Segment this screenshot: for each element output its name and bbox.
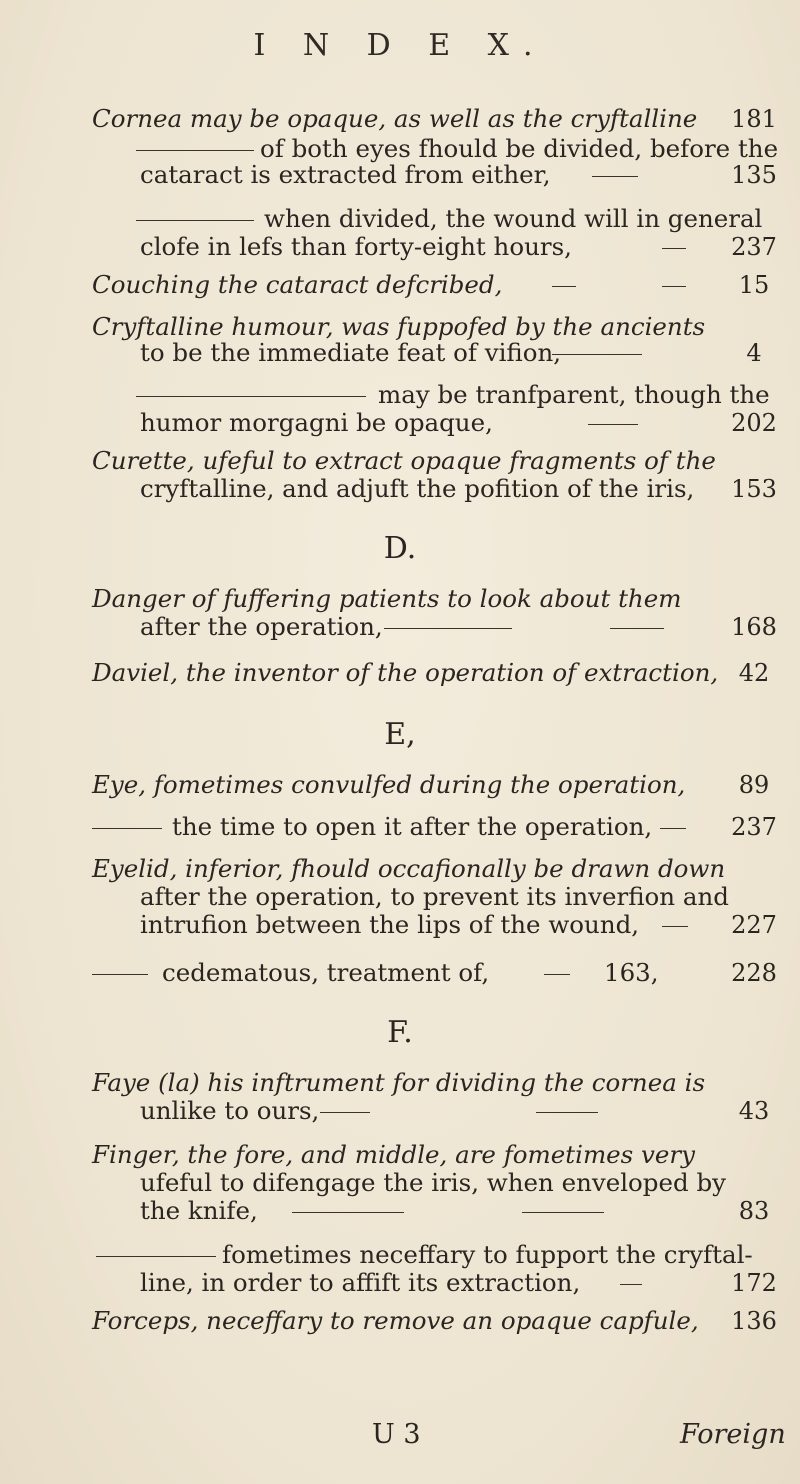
page-number: 83: [738, 1197, 770, 1225]
entry-line: cedematous, treatment of,: [92, 958, 489, 988]
page-number: 228: [731, 959, 777, 987]
entry-line: may be tranfparent, though the: [136, 380, 770, 410]
ditto-dash: [92, 828, 162, 829]
page-number: 89: [738, 771, 770, 799]
entry-line: humor morgagni be opaque,: [140, 408, 493, 437]
catchword: Foreign: [680, 1419, 786, 1450]
page-number: 43: [738, 1097, 770, 1125]
entry-line: Cryftalline humour, was fuppofed by the ancients: [92, 312, 706, 341]
leader-dash: [536, 1112, 598, 1113]
page-number: 42: [738, 659, 770, 687]
entry-line: cataract is extracted from either,: [140, 160, 551, 189]
entry-line: Couching the cataract defcribed,: [92, 270, 503, 299]
page-header: I N D E X.: [253, 28, 547, 63]
section-letter-d: D.: [383, 531, 417, 566]
ditto-dash: [136, 396, 366, 397]
leader-dash: [592, 176, 638, 177]
section-letter-f: F.: [387, 1015, 413, 1050]
ditto-dash: [92, 974, 148, 975]
page-number: 172: [731, 1269, 777, 1297]
page-number: 153: [731, 475, 777, 503]
entry-line: ufeful to difengage the iris, when enveloped by: [140, 1168, 726, 1197]
leader-dash: [662, 248, 686, 249]
ditto-dash: [136, 220, 254, 221]
entry-line: fometimes neceffary to fupport the cryftal-: [96, 1240, 753, 1270]
page-number: 181: [731, 105, 777, 133]
page-number: 227: [731, 911, 777, 939]
entry-line: after the operation,: [140, 612, 383, 641]
leader-dash: [320, 1112, 370, 1113]
entry-line: Eyelid, inferior, fhould occafionally be drawn down: [92, 854, 726, 883]
entry-line: Eye, fometimes convulfed during the operation,: [92, 770, 686, 799]
leader-dash: [552, 286, 576, 287]
entry-line: to be the immediate feat of vifion,: [140, 338, 562, 367]
entry-line: when divided, the wound will in general: [136, 204, 762, 234]
entry-line: Curette, ufeful to extract opaque fragments of the: [92, 446, 716, 475]
page-number: 135: [731, 161, 777, 189]
ditto-dash: [96, 1256, 216, 1257]
leader-dash: [660, 828, 686, 829]
leader-dash: [662, 926, 688, 927]
entry-line: of both eyes fhould be divided, before the: [136, 134, 778, 164]
entry-line: clofe in lefs than forty-eight hours,: [140, 232, 572, 261]
entry-line: line, in order to affift its extraction,: [140, 1268, 581, 1297]
leader-dash: [292, 1212, 404, 1213]
signature-mark: U 3: [372, 1419, 421, 1450]
section-letter-e: E,: [384, 717, 416, 752]
page-number: 202: [731, 409, 777, 437]
entry-line: after the operation, to prevent its inverfion and: [140, 882, 729, 911]
leader-dash: [588, 424, 638, 425]
leader-dash: [620, 1284, 642, 1285]
leader-dash: [522, 1212, 604, 1213]
ditto-dash: [136, 150, 254, 151]
page-number: 237: [731, 813, 777, 841]
page-number: 15: [738, 271, 770, 299]
leader-dash: [552, 354, 642, 355]
entry-line: the knife,: [140, 1196, 258, 1225]
entry-line: unlike to ours,: [140, 1096, 320, 1125]
entry-line: cryftalline, and adjuft the pofition of the iris,: [140, 474, 695, 503]
entry-line: Forceps, neceffary to remove an opaque capfule,: [92, 1306, 699, 1335]
leader-dash: [610, 628, 664, 629]
entry-line: Finger, the fore, and middle, are fometimes very: [92, 1140, 695, 1169]
entry-line: the time to open it after the operation,: [92, 812, 652, 842]
page-number: 136: [731, 1307, 777, 1335]
page-number: 4: [746, 339, 762, 367]
entry-line: intrufion between the lips of the wound,: [140, 910, 640, 939]
entry-line: Daviel, the inventor of the operation of extraction,: [92, 658, 719, 687]
leader-dash: [544, 974, 570, 975]
page-number: 168: [731, 613, 777, 641]
entry-line: Danger of fuffering patients to look about them: [92, 584, 682, 613]
leader-dash: [662, 286, 686, 287]
entry-line: Faye (la) his inftrument for dividing the cornea is: [92, 1068, 706, 1097]
entry-line: Cornea may be opaque, as well as the cryftalline: [92, 104, 698, 133]
leader-dash: [384, 628, 512, 629]
inline-page-ref: 163,: [604, 958, 659, 987]
page-number: 237: [731, 233, 777, 261]
